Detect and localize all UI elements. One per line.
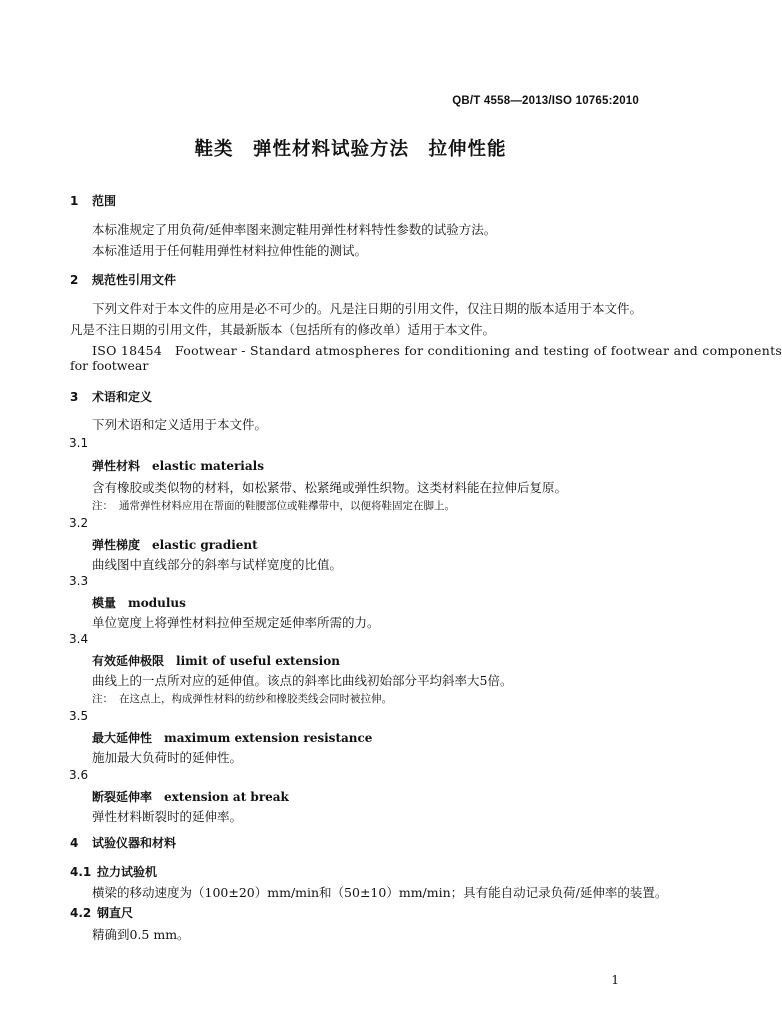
section-title: 范围 [92,194,117,208]
note [92,498,455,513]
section-number: 2 [70,273,79,287]
note-label: 注： [92,500,113,512]
term-zh: 模量 [92,596,117,610]
term-heading [92,536,258,553]
term-en: maximum extension resistance [164,731,373,745]
paragraph: 下列术语和定义适用于本文件。 [92,417,268,432]
term-en: elastic gradient [152,538,258,552]
subsection-title: 钢直尺 [97,906,134,920]
term-en: elastic materials [152,459,264,473]
term-definition: 弹性材料断裂时的延伸率。 [92,809,243,824]
subsection-number: 4.1 [70,865,92,879]
note-label: 注： [92,693,113,705]
page-number: 1 [611,973,619,987]
term-zh: 弹性梯度 [92,538,141,552]
note-text: 通常弹性材料应用在帮面的鞋腰部位或鞋襻带中，以便将鞋固定在脚上。 [119,500,455,512]
standard-number: QB/T 4558—2013/ISO 10765:2010 [452,95,639,107]
note [92,691,392,706]
section-1-heading [70,192,116,209]
note-text: 在这点上，构成弹性材料的纺纱和橡胶类线会同时被拉伸。 [119,693,392,705]
term-heading [92,788,289,805]
paragraph: 横梁的移动速度为（100±20）mm/min和（50±10）mm/min；具有能自动记录负荷/延伸率的装置。 [92,885,668,900]
term-definition: 施加最大负荷时的延伸性。 [92,750,243,765]
subsection-heading [70,904,133,921]
term-number: 3.4 [69,632,89,646]
subsection-title: 拉力试验机 [97,865,158,879]
section-number: 3 [70,390,79,404]
paragraph: 本标准适用于任何鞋用弹性材料拉伸性能的测试。 [92,243,368,258]
section-2-heading [70,271,176,288]
normative-reference-continuation: for footwear [70,358,149,373]
subsection-number: 4.2 [70,906,92,920]
section-number: 1 [70,194,79,208]
term-heading [92,457,264,474]
term-number: 3.6 [69,768,89,782]
term-heading [92,652,340,669]
term-heading [92,594,186,611]
paragraph: 本标准规定了用负荷/延伸率图来测定鞋用弹性材料特性参数的试验方法。 [92,222,497,237]
term-zh: 断裂延伸率 [92,790,153,804]
term-en: limit of useful extension [176,654,340,668]
term-number: 3.1 [69,436,89,450]
term-en: extension at break [164,790,289,804]
section-title: 规范性引用文件 [92,273,177,287]
term-heading [92,729,372,746]
paragraph: 下列文件对于本文件的应用是必不可少的。凡是注日期的引用文件，仅注日期的版本适用于本文件。 [92,301,643,316]
term-definition: 曲线图中直线部分的斜率与试样宽度的比值。 [92,557,343,572]
subsection-heading [70,863,157,880]
normative-reference: ISO 18454 Footwear - Standard atmospheres for conditioning and testing of footwear and components [92,343,782,358]
term-definition: 单位宽度上将弹性材料拉伸至规定延伸率所需的力。 [92,615,380,630]
term-zh: 弹性材料 [92,459,141,473]
term-definition: 曲线上的一点所对应的延伸值。该点的斜率比曲线初始部分平均斜率大5倍。 [92,673,513,688]
term-zh: 最大延伸性 [92,731,153,745]
section-3-heading [70,388,152,405]
term-number: 3.2 [69,516,89,530]
paragraph-continuation: 凡是不注日期的引用文件，其最新版本（包括所有的修改单）适用于本文件。 [70,322,496,337]
term-zh: 有效延伸极限 [92,654,165,668]
paragraph: 精确到0.5 mm。 [92,927,190,942]
section-title: 试验仪器和材料 [92,836,177,850]
document-title: 鞋类 弹性材料试验方法 拉伸性能 [194,139,507,160]
section-number: 4 [70,836,79,850]
term-definition: 含有橡胶或类似物的材料，如松紧带、松紧绳或弹性织物。这类材料能在拉伸后复原。 [92,480,568,495]
section-4-heading [70,834,176,851]
section-title: 术语和定义 [92,390,153,404]
term-number: 3.5 [69,709,89,723]
term-en: modulus [128,596,186,610]
term-number: 3.3 [69,574,89,588]
